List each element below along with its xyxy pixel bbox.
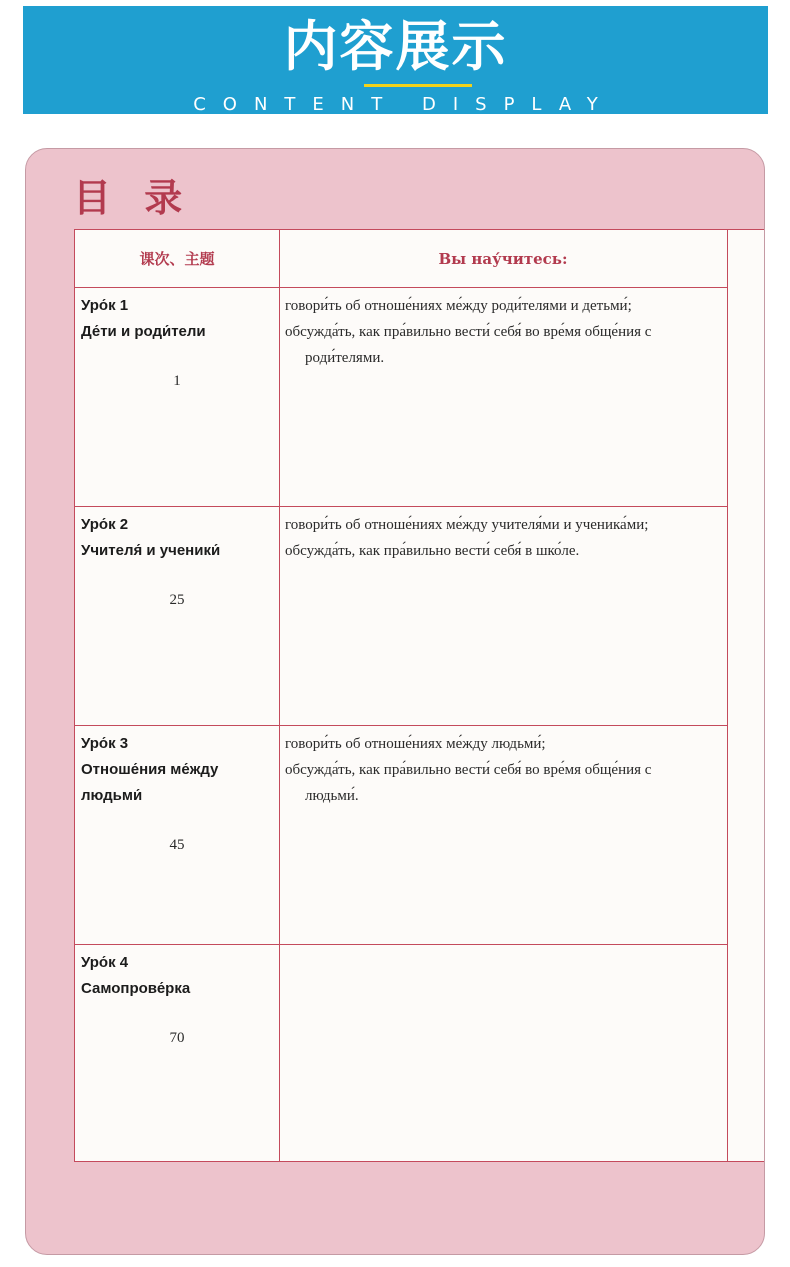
content-display-banner xyxy=(23,6,768,114)
row-divider xyxy=(75,287,727,288)
lesson-page-number: 70 xyxy=(169,1030,185,1046)
lesson-page-number: 45 xyxy=(169,837,185,853)
lesson-topic xyxy=(81,538,271,564)
goal-line: говори́ть об отноше́ниях ме́жду учителя́ми и ученика́ми; xyxy=(285,517,649,533)
column-divider xyxy=(727,230,728,1161)
lesson-goals xyxy=(285,731,723,809)
banner-underline xyxy=(364,84,472,87)
goal-line: говори́ть об отноше́ниях ме́жду роди́телями и детьми́; xyxy=(285,298,632,314)
lesson-page-number: 1 xyxy=(173,373,181,389)
lesson-topic-line: Де́ти и роди́тели xyxy=(81,323,206,340)
header-you-will-learn: Вы нау́читесь: xyxy=(438,249,568,268)
goal-line: обсужда́ть, как пра́вильно вести́ себя́ во вре́мя обще́ния с xyxy=(285,762,652,778)
row-divider xyxy=(75,725,727,726)
goal-line: говори́ть об отноше́ниях ме́жду людьми́; xyxy=(285,736,546,752)
lesson-topic-line: Учителя́ и ученики́ xyxy=(81,542,221,559)
toc-row-lesson-2 xyxy=(75,508,727,725)
lesson-number: Уро́к 1 xyxy=(81,297,129,314)
lesson-topic-line: людьми́ xyxy=(81,787,143,804)
header-lesson-topic: 课次、主题 xyxy=(139,250,215,268)
row-divider xyxy=(75,944,727,945)
lesson-topic xyxy=(81,976,271,1002)
toc-title: 目 录 xyxy=(73,176,193,220)
lesson-number: Уро́к 2 xyxy=(81,516,129,533)
lesson-number: Уро́к 4 xyxy=(81,954,129,971)
lesson-number: Уро́к 3 xyxy=(81,735,129,752)
lesson-topic xyxy=(81,757,271,809)
banner-subtitle: CONTENT DISPLAY xyxy=(193,94,615,115)
lesson-page-number: 25 xyxy=(169,592,185,608)
toc-page xyxy=(25,148,765,1255)
banner-title: 内容展示 xyxy=(283,15,508,78)
lesson-goals xyxy=(285,512,723,564)
lesson-topic xyxy=(81,319,271,345)
toc-row-lesson-4 xyxy=(75,946,727,1161)
goal-line: обсужда́ть, как пра́вильно вести́ себя́ в шко́ле. xyxy=(285,543,580,559)
goal-line: обсужда́ть, как пра́вильно вести́ себя́ во вре́мя обще́ния с xyxy=(285,324,652,340)
toc-row-lesson-1 xyxy=(75,289,727,506)
lesson-goals xyxy=(285,293,723,371)
lesson-topic-line: Отноше́ния ме́жду xyxy=(81,761,219,778)
toc-row-lesson-3 xyxy=(75,727,727,944)
lesson-topic-line: Самопрове́рка xyxy=(81,980,191,997)
goal-line: роди́телями. xyxy=(305,350,385,366)
row-divider xyxy=(75,506,727,507)
toc-table xyxy=(74,229,765,1162)
goal-line: людьми́. xyxy=(305,788,359,804)
